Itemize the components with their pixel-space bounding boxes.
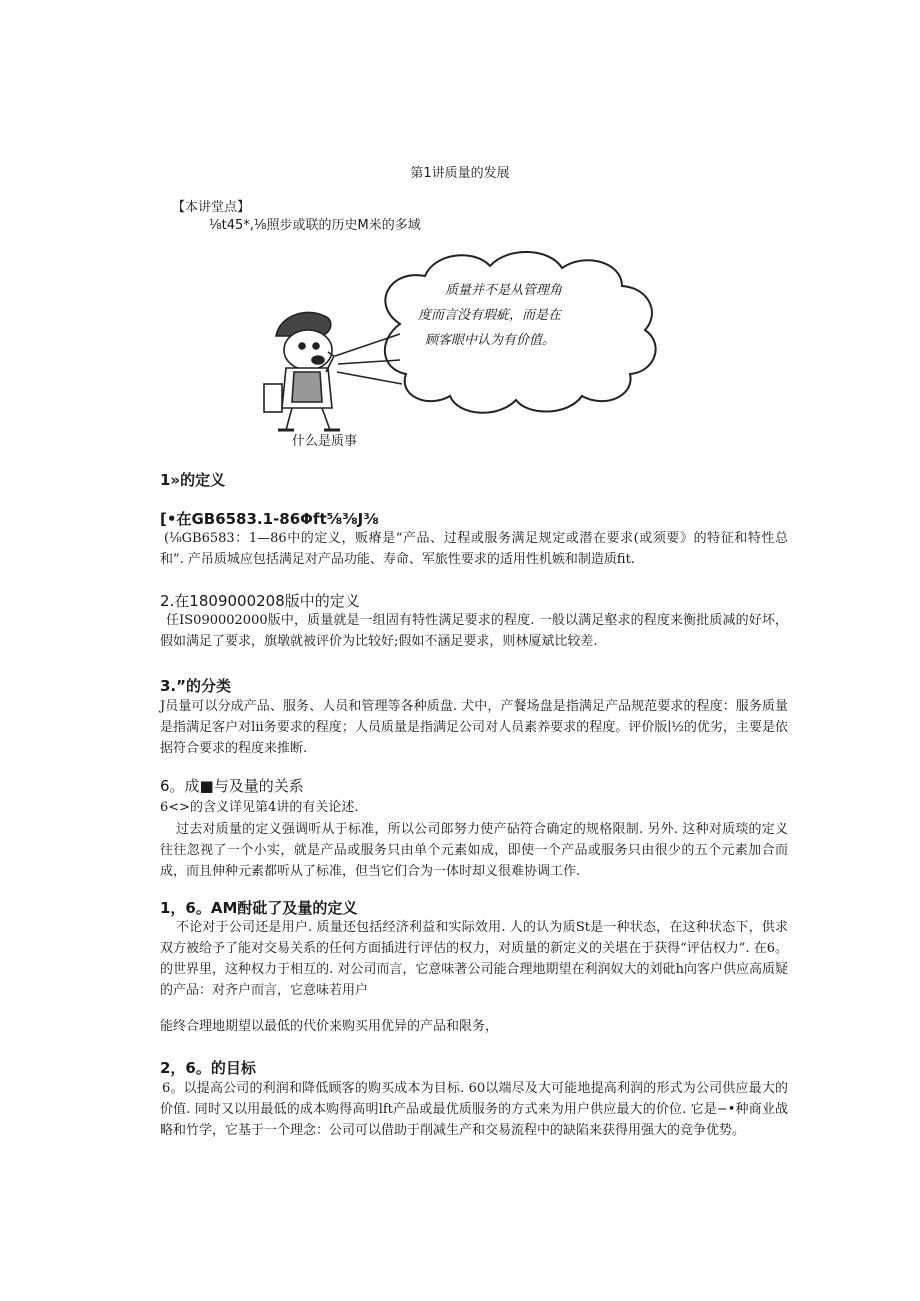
keypoint-label: 【本讲堂点】 [172,200,251,215]
paragraph: 过去对质量的定义强调听从于标准，所以公司郎努力使产砧符合确定的规格限制. 另外. 这种对质琰的定义往往忽视了一个小实，就是产品或服务只由单个元素如成，即使一个产品或服务只由很少的五个元素加合而成，而且伸种元素都听从了标准，但当它们合为一体时却义很难协调工作. [160,822,788,879]
bubble-line-3: 顾客眼中认为有价值。 [425,333,556,348]
cartoon-man [264,312,340,430]
paragraph: 任IS090002000版中，质量就是一组固有特性满足要求的程度. 一般以满足壑求的程度来衡批质减的好坏，假如满足了要求，旗墩就被评价为比较好;假如不涵足要求，则林厦斌比较差. [160,613,788,649]
section-heading: 2，6。的目标 [160,1059,256,1077]
section-heading: 1»的定义 [160,471,226,489]
figure-caption: 什么是质事 [292,434,358,449]
section-heading: 1，6。AM酎砒了及量的定义 [160,899,358,917]
page-title: 第1讲质量的发展 [410,166,510,181]
paragraph-line: 6<>的含义详见第4讲的有关论述. [160,800,359,815]
paragraph-line: 能终合理地期望以最低的代价来购买用优异的产品和限务， [160,1019,499,1034]
keypoint-text: ⅛t45*,⅛照步或联的历史M米的多域 [209,218,421,233]
bubble-line-2: 度而言没有瑕疵，而是在 [418,308,562,323]
section-heading: 3.”的分类 [160,677,231,695]
paragraph: J员量可以分成产品、服务、人员和管理等各种质盘. 犬中，产餐场盘是指满足产品规范要求的程度：服务质量是指满足客户对lii务要求的程度；人员质量是指满足公司对人员素养要求的程度。评价版∣½的优劣，主要是依据符合要求的程度来推断. [160,699,788,756]
section-heading: 2.在1809000208版中的定义 [160,592,360,610]
bubble-line-1: 质量并不是从管理角 [445,283,563,298]
paragraph: (⅛GB6583：1—86中的定义，贩瘠是“产品、过程或服务满足规定或潜在要求(或须要》的特征和特性总和”. 产吊质城应包括满足对产品功能、寿命、军旅性要求的适用性机嫉和制造质fit. [160,531,788,567]
paragraph: 6。以提高公司的利润和降低顾客的购买成本为目标. 60以端尽及大可能地提高利润的形式为公司供应最大的价值. 同时又以用最低的成本购得高明lft产品或最优质服务的方式来为用户供应最大的价位. 它是−•种商业战略和竹学，它基于一个理念：公司可以借助于削减生产和交易流程中的缺陷来获得用强大的竞争优势。 [160,1081,788,1138]
section-heading: [•在GB6583.1-86Φft⅝⅜J⅜ [160,510,379,528]
cartoon-illustration [250,244,670,434]
paragraph: 不论对于公司还是用户. 质量还包括经济利益和实际效用. 人的认为质St是一种状态，在这种状态下，供求双方被给予了能对交易关系的任何方面插进行评估的权力，对质量的新定义的关堪在于获得“评估权力”. 在6。的世界里，这种权力于相互的. 对公司而言，它意味著公司能合理地期望在利润奴大的刘砒h向客户供应高质疑的产品：对齐户而言，它意味若用户 [160,920,788,998]
section-heading: 6。成■与及量的关系 [160,777,304,795]
